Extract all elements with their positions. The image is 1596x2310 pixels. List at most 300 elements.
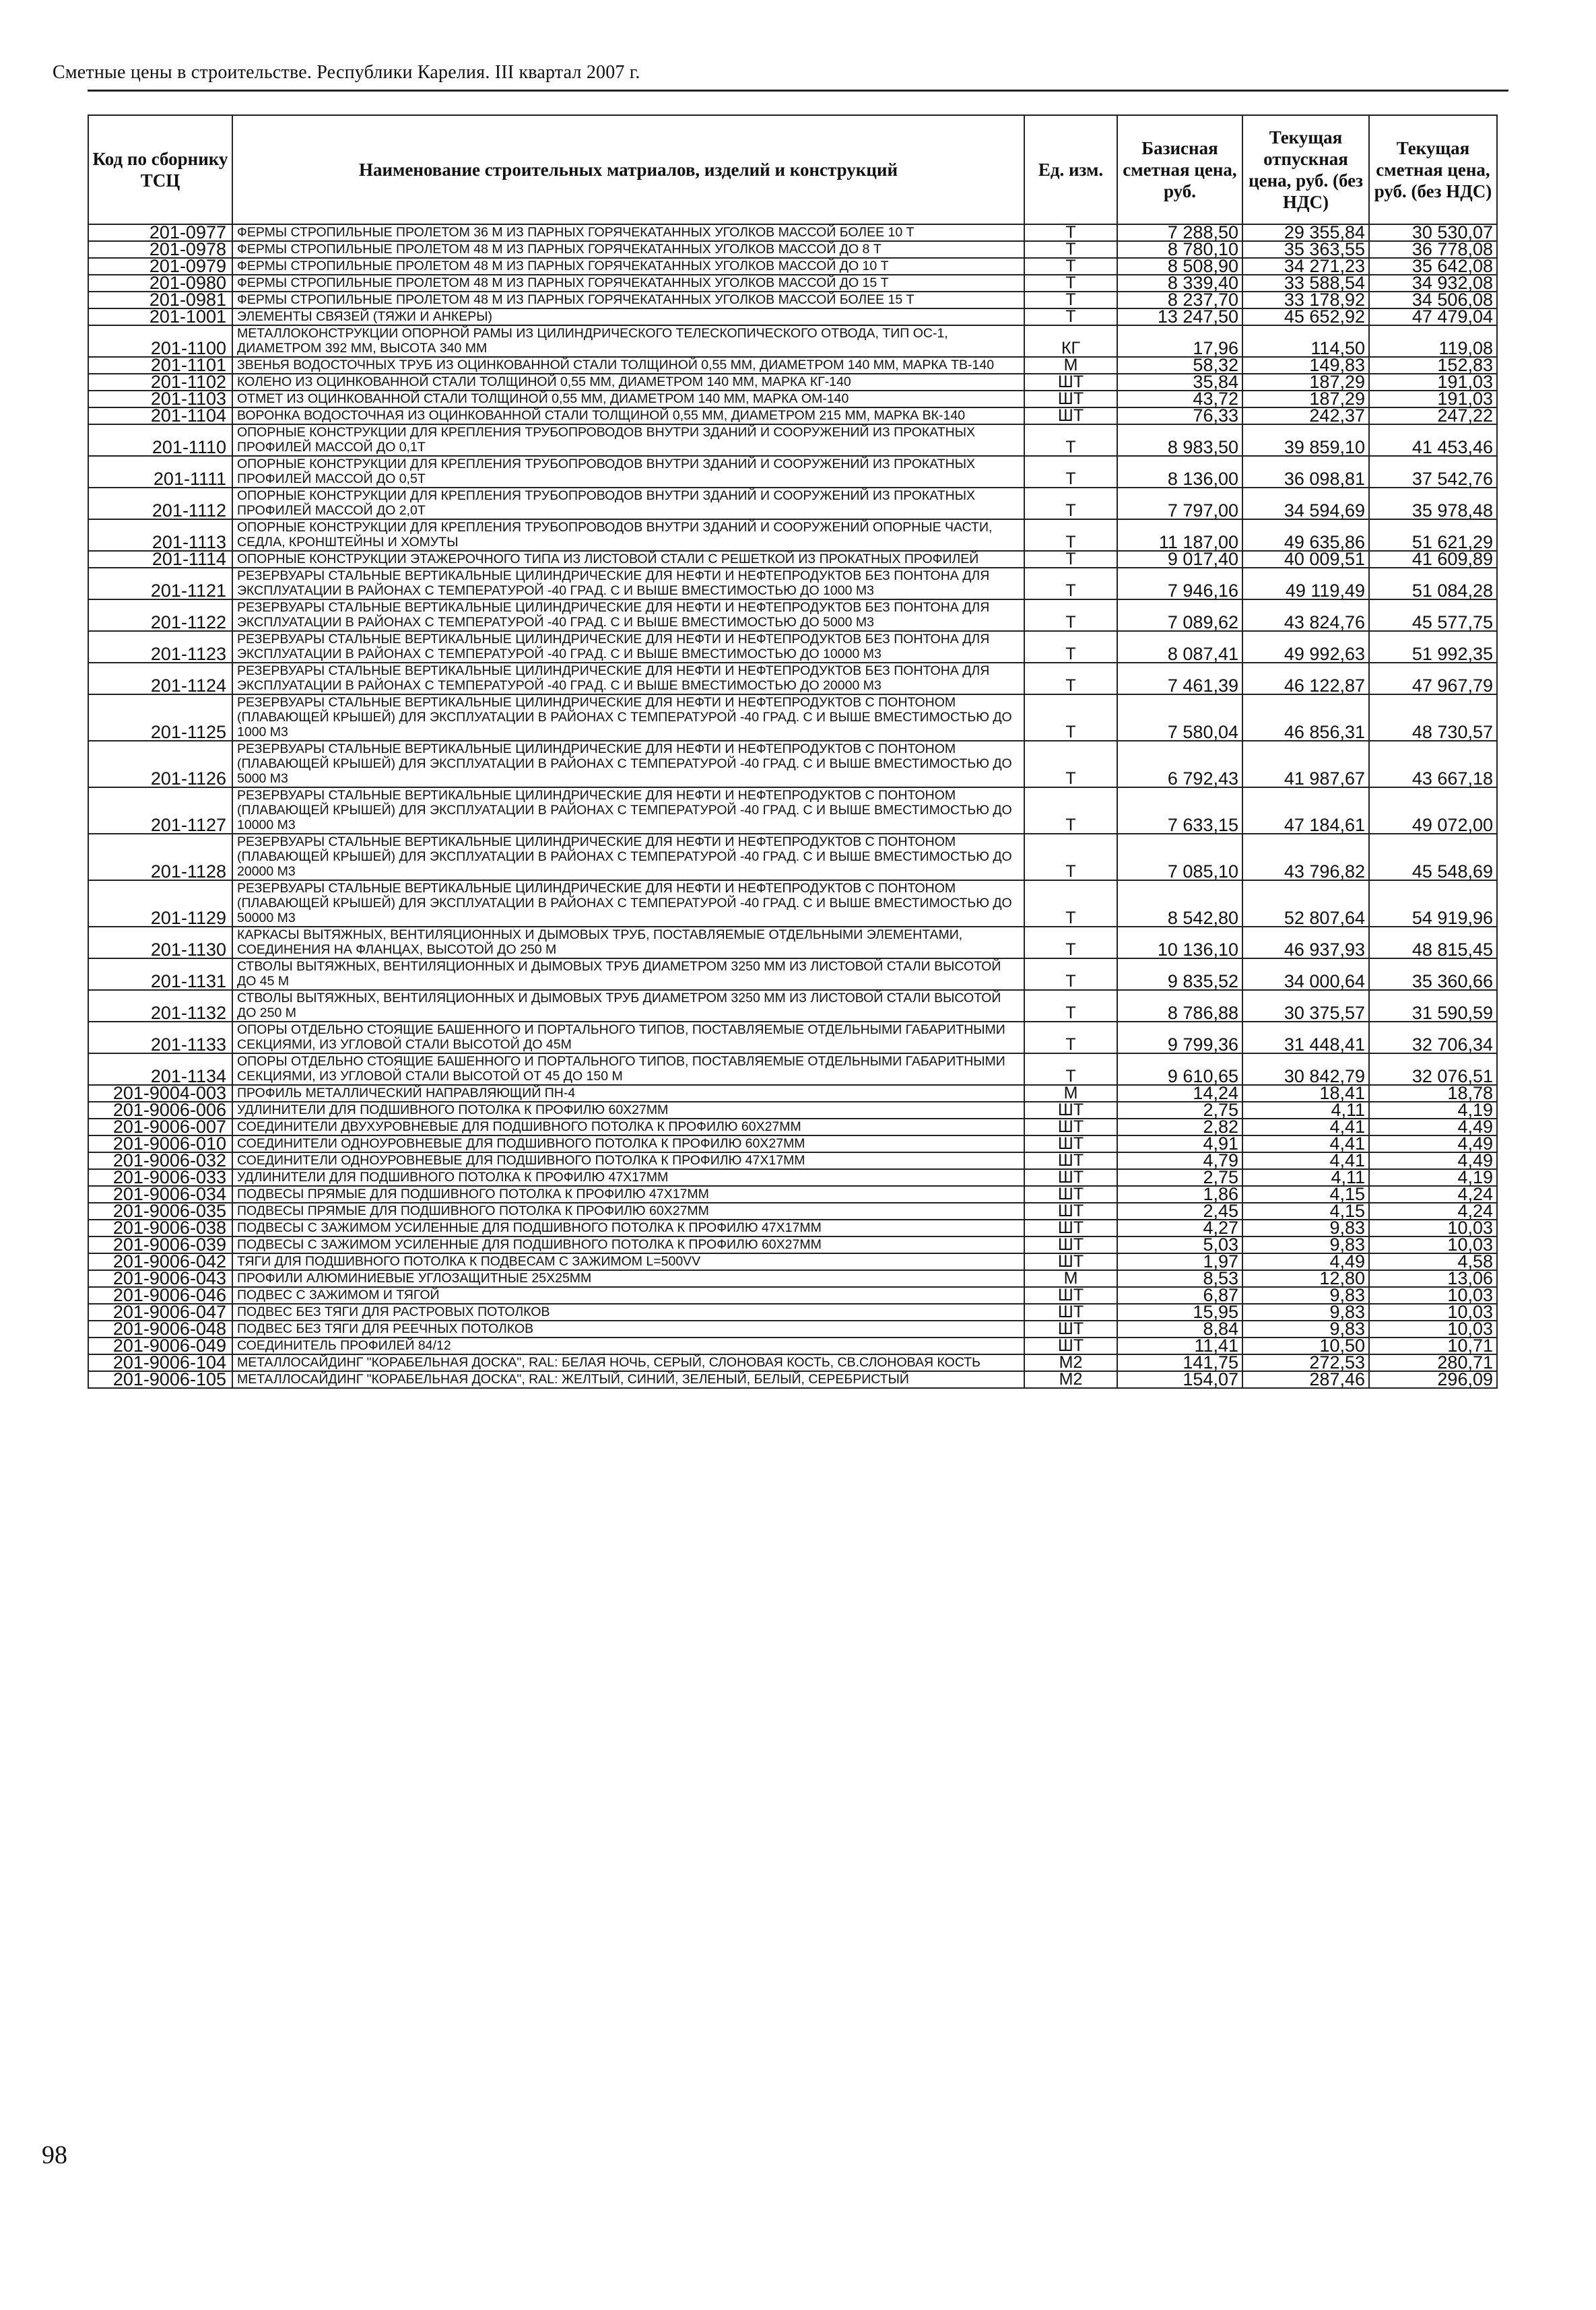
item-unit: ШТ <box>1024 391 1117 407</box>
table-row <box>88 1236 1497 1253</box>
base-price: 7 797,00 <box>1117 488 1242 519</box>
current-price: 10,03 <box>1369 1220 1497 1236</box>
release-price: 34 000,64 <box>1242 958 1369 990</box>
header-divider <box>88 90 1508 92</box>
item-code: 201-9006-042 <box>88 1253 232 1270</box>
item-name: РЕЗЕРВУАРЫ СТАЛЬНЫЕ ВЕРТИКАЛЬНЫЕ ЦИЛИНДРИЧЕСКИЕ ДЛЯ НЕФТИ И НЕФТЕПРОДУКТОВ С ПОНТОНОМ (ПЛАВАЮЩЕЙ КРЫШЕЙ) ДЛЯ ЭКСПЛУАТАЦИИ В РАЙОНАХ С ТЕМПЕРАТУРОЙ -40 ГРАД. С И ВЫШЕ ВМЕСТИМОСТЬЮ ДО 5000 М3 <box>232 741 1024 787</box>
item-code: 201-9006-035 <box>88 1203 232 1220</box>
current-price: 152,83 <box>1369 357 1497 374</box>
item-unit: ШТ <box>1024 1287 1117 1304</box>
item-name: ОТМЕТ ИЗ ОЦИНКОВАННОЙ СТАЛИ ТОЛЩИНОЙ 0,55 ММ, ДИАМЕТРОМ 140 ММ, МАРКА ОМ-140 <box>232 391 1024 407</box>
release-price: 4,49 <box>1242 1253 1369 1270</box>
item-unit: М2 <box>1024 1354 1117 1371</box>
item-code: 201-1122 <box>88 599 232 631</box>
current-price: 43 667,18 <box>1369 741 1497 787</box>
item-unit: ШТ <box>1024 1169 1117 1186</box>
item-name: ОПОРНЫЕ КОНСТРУКЦИИ ДЛЯ КРЕПЛЕНИЯ ТРУБОПРОВОДОВ ВНУТРИ ЗДАНИЙ И СООРУЖЕНИЙ ОПОРНЫЕ ЧАСТИ, СЕДЛА, КРОНШТЕЙНЫ И ХОМУТЫ <box>232 519 1024 551</box>
base-price: 2,75 <box>1117 1102 1242 1119</box>
item-unit: М2 <box>1024 1371 1117 1388</box>
release-price: 34 271,23 <box>1242 258 1369 275</box>
base-price: 2,45 <box>1117 1203 1242 1220</box>
item-name: УДЛИНИТЕЛИ ДЛЯ ПОДШИВНОГО ПОТОЛКА К ПРОФИЛЮ 47Х17ММ <box>232 1169 1024 1186</box>
item-code: 201-1112 <box>88 488 232 519</box>
col-header-name: Наименование строительных матриалов, изделий и конструкций <box>232 115 1024 224</box>
item-code: 201-9006-006 <box>88 1102 232 1119</box>
release-price: 49 992,63 <box>1242 631 1369 663</box>
item-name: ФЕРМЫ СТРОПИЛЬНЫЕ ПРОЛЕТОМ 48 М ИЗ ПАРНЫХ ГОРЯЧЕКАТАННЫХ УГОЛКОВ МАССОЙ ДО 15 Т <box>232 275 1024 292</box>
item-unit: ШТ <box>1024 1152 1117 1169</box>
item-name: ПОДВЕСЫ ПРЯМЫЕ ДЛЯ ПОДШИВНОГО ПОТОЛКА К ПРОФИЛЮ 47Х17ММ <box>232 1186 1024 1203</box>
item-name: ОПОРНЫЕ КОНСТРУКЦИИ ДЛЯ КРЕПЛЕНИЯ ТРУБОПРОВОДОВ ВНУТРИ ЗДАНИЙ И СООРУЖЕНИЙ ИЗ ПРОКАТНЫХ ПРОФИЛЕЙ МАССОЙ ДО 0,1Т <box>232 424 1024 456</box>
release-price: 187,29 <box>1242 374 1369 391</box>
col-header-code: Код по сборнику ТСЦ <box>88 115 232 224</box>
release-price: 9,83 <box>1242 1321 1369 1338</box>
item-name: КАРКАСЫ ВЫТЯЖНЫХ, ВЕНТИЛЯЦИОННЫХ И ДЫМОВЫХ ТРУБ, ПОСТАВЛЯЕМЫЕ ОТДЕЛЬНЫМИ ЭЛЕМЕНТАМИ, СОЕДИНЕНИЯ НА ФЛАНЦАХ, ВЫСОТОЙ ДО 250 М <box>232 927 1024 958</box>
current-price: 4,19 <box>1369 1169 1497 1186</box>
item-unit: Т <box>1024 927 1117 958</box>
item-code: 201-1128 <box>88 834 232 880</box>
release-price: 29 355,84 <box>1242 224 1369 241</box>
base-price: 43,72 <box>1117 391 1242 407</box>
item-code: 201-9006-034 <box>88 1186 232 1203</box>
item-name: ФЕРМЫ СТРОПИЛЬНЫЕ ПРОЛЕТОМ 48 М ИЗ ПАРНЫХ ГОРЯЧЕКАТАННЫХ УГОЛКОВ МАССОЙ ДО 8 Т <box>232 241 1024 258</box>
item-code: 201-9006-049 <box>88 1338 232 1354</box>
item-name: ПОДВЕС С ЗАЖИМОМ И ТЯГОЙ <box>232 1287 1024 1304</box>
item-code: 201-9006-032 <box>88 1152 232 1169</box>
release-price: 287,46 <box>1242 1371 1369 1388</box>
item-name: СТВОЛЫ ВЫТЯЖНЫХ, ВЕНТИЛЯЦИОННЫХ И ДЫМОВЫХ ТРУБ ДИАМЕТРОМ 3250 ММ ИЗ ЛИСТОВОЙ СТАЛИ ВЫСОТОЙ ДО 250 М <box>232 990 1024 1022</box>
item-code: 201-1103 <box>88 391 232 407</box>
item-unit: Т <box>1024 741 1117 787</box>
item-unit: ШТ <box>1024 1102 1117 1119</box>
current-price: 4,49 <box>1369 1135 1497 1152</box>
item-name: ОПОРНЫЕ КОНСТРУКЦИИ ДЛЯ КРЕПЛЕНИЯ ТРУБОПРОВОДОВ ВНУТРИ ЗДАНИЙ И СООРУЖЕНИЙ ИЗ ПРОКАТНЫХ ПРОФИЛЕЙ МАССОЙ ДО 2,0Т <box>232 488 1024 519</box>
base-price: 76,33 <box>1117 407 1242 424</box>
table-row <box>88 1338 1497 1354</box>
table-body <box>88 224 1497 1388</box>
table-row <box>88 1321 1497 1338</box>
release-price: 33 588,54 <box>1242 275 1369 292</box>
release-price: 187,29 <box>1242 391 1369 407</box>
page-number: 98 <box>42 2141 67 2169</box>
table-row <box>88 1287 1497 1304</box>
base-price: 5,03 <box>1117 1236 1242 1253</box>
table-row <box>88 424 1497 456</box>
release-price: 35 363,55 <box>1242 241 1369 258</box>
base-price: 7 288,50 <box>1117 224 1242 241</box>
release-price: 9,83 <box>1242 1304 1369 1321</box>
base-price: 7 580,04 <box>1117 694 1242 741</box>
item-code: 201-1133 <box>88 1022 232 1053</box>
release-price: 34 594,69 <box>1242 488 1369 519</box>
table-row <box>88 1186 1497 1203</box>
item-code: 201-9006-046 <box>88 1287 232 1304</box>
table-row <box>88 1220 1497 1236</box>
item-name: УДЛИНИТЕЛИ ДЛЯ ПОДШИВНОГО ПОТОЛКА К ПРОФИЛЮ 60Х27ММ <box>232 1102 1024 1119</box>
item-code: 201-1121 <box>88 568 232 599</box>
table-row <box>88 1354 1497 1371</box>
base-price: 9 610,65 <box>1117 1053 1242 1085</box>
base-price: 1,97 <box>1117 1253 1242 1270</box>
item-name: РЕЗЕРВУАРЫ СТАЛЬНЫЕ ВЕРТИКАЛЬНЫЕ ЦИЛИНДРИЧЕСКИЕ ДЛЯ НЕФТИ И НЕФТЕПРОДУКТОВ С ПОНТОНОМ (ПЛАВАЮЩЕЙ КРЫШЕЙ) ДЛЯ ЭКСПЛУАТАЦИИ В РАЙОНАХ С ТЕМПЕРАТУРОЙ -40 ГРАД. С И ВЫШЕ ВМЕСТИМОСТЬЮ ДО 10000 М3 <box>232 787 1024 834</box>
current-price: 10,03 <box>1369 1287 1497 1304</box>
item-name: МЕТАЛЛОСАЙДИНГ "КОРАБЕЛЬНАЯ ДОСКА", RAL: ЖЕЛТЫЙ, СИНИЙ, ЗЕЛЕНЫЙ, БЕЛЫЙ, СЕРЕБРИСТЫЙ <box>232 1371 1024 1388</box>
base-price: 8 983,50 <box>1117 424 1242 456</box>
table-row <box>88 694 1497 741</box>
item-name: КОЛЕНО ИЗ ОЦИНКОВАННОЙ СТАЛИ ТОЛЩИНОЙ 0,55 ММ, ДИАМЕТРОМ 140 ММ, МАРКА КГ-140 <box>232 374 1024 391</box>
current-price: 4,24 <box>1369 1203 1497 1220</box>
item-unit: М <box>1024 1085 1117 1102</box>
item-code: 201-0980 <box>88 275 232 292</box>
current-price: 34 932,08 <box>1369 275 1497 292</box>
release-price: 9,83 <box>1242 1220 1369 1236</box>
item-name: РЕЗЕРВУАРЫ СТАЛЬНЫЕ ВЕРТИКАЛЬНЫЕ ЦИЛИНДРИЧЕСКИЕ ДЛЯ НЕФТИ И НЕФТЕПРОДУКТОВ БЕЗ ПОНТОНА ДЛЯ ЭКСПЛУАТАЦИИ В РАЙОНАХ С ТЕМПЕРАТУРОЙ -40 ГРАД. С И ВЫШЕ ВМЕСТИМОСТЬЮ ДО 5000 М3 <box>232 599 1024 631</box>
base-price: 7 085,10 <box>1117 834 1242 880</box>
release-price: 9,83 <box>1242 1236 1369 1253</box>
current-price: 4,24 <box>1369 1186 1497 1203</box>
item-unit: Т <box>1024 631 1117 663</box>
item-code: 201-9006-038 <box>88 1220 232 1236</box>
item-code: 201-1127 <box>88 787 232 834</box>
item-unit: ШТ <box>1024 374 1117 391</box>
item-name: ПОДВЕС БЕЗ ТЯГИ ДЛЯ РЕЕЧНЫХ ПОТОЛКОВ <box>232 1321 1024 1338</box>
current-price: 30 530,07 <box>1369 224 1497 241</box>
item-code: 201-9006-007 <box>88 1119 232 1135</box>
item-code: 201-1126 <box>88 741 232 787</box>
table-row <box>88 551 1497 568</box>
item-code: 201-1101 <box>88 357 232 374</box>
base-price: 6 792,43 <box>1117 741 1242 787</box>
item-unit: ШТ <box>1024 1220 1117 1236</box>
table-row <box>88 374 1497 391</box>
current-price: 10,03 <box>1369 1236 1497 1253</box>
col-header-base-price: Базисная сметная цена, руб. <box>1117 115 1242 224</box>
item-code: 201-9006-047 <box>88 1304 232 1321</box>
item-unit: ШТ <box>1024 1135 1117 1152</box>
item-name: МЕТАЛЛОКОНСТРУКЦИИ ОПОРНОЙ РАМЫ ИЗ ЦИЛИНДРИЧЕСКОГО ТЕЛЕСКОПИЧЕСКОГО ОТВОДА, ТИП ОС-1, ДИАМЕТРОМ 392 ММ, ВЫСОТА 340 ММ <box>232 325 1024 357</box>
item-name: ФЕРМЫ СТРОПИЛЬНЫЕ ПРОЛЕТОМ 36 М ИЗ ПАРНЫХ ГОРЯЧЕКАТАННЫХ УГОЛКОВ МАССОЙ БОЛЕЕ 10 Т <box>232 224 1024 241</box>
item-code: 201-1113 <box>88 519 232 551</box>
base-price: 8,84 <box>1117 1321 1242 1338</box>
item-name: РЕЗЕРВУАРЫ СТАЛЬНЫЕ ВЕРТИКАЛЬНЫЕ ЦИЛИНДРИЧЕСКИЕ ДЛЯ НЕФТИ И НЕФТЕПРОДУКТОВ С ПОНТОНОМ (ПЛАВАЮЩЕЙ КРЫШЕЙ) ДЛЯ ЭКСПЛУАТАЦИИ В РАЙОНАХ С ТЕМПЕРАТУРОЙ -40 ГРАД. С И ВЫШЕ ВМЕСТИМОСТЬЮ ДО 1000 М3 <box>232 694 1024 741</box>
item-code: 201-9006-010 <box>88 1135 232 1152</box>
item-unit: ШТ <box>1024 1321 1117 1338</box>
item-code: 201-0978 <box>88 241 232 258</box>
base-price: 8 780,10 <box>1117 241 1242 258</box>
item-code: 201-9006-104 <box>88 1354 232 1371</box>
release-price: 4,41 <box>1242 1119 1369 1135</box>
current-price: 47 967,79 <box>1369 663 1497 694</box>
item-name: ПОДВЕСЫ С ЗАЖИМОМ УСИЛЕННЫЕ ДЛЯ ПОДШИВНОГО ПОТОЛКА К ПРОФИЛЮ 47Х17ММ <box>232 1220 1024 1236</box>
release-price: 47 184,61 <box>1242 787 1369 834</box>
current-price: 51 621,29 <box>1369 519 1497 551</box>
base-price: 6,87 <box>1117 1287 1242 1304</box>
item-name: СОЕДИНИТЕЛИ ОДНОУРОВНЕВЫЕ ДЛЯ ПОДШИВНОГО ПОТОЛКА К ПРОФИЛЮ 60Х27ММ <box>232 1135 1024 1152</box>
current-price: 48 730,57 <box>1369 694 1497 741</box>
price-table-container <box>88 114 1496 1389</box>
item-unit: ШТ <box>1024 1253 1117 1270</box>
item-unit: КГ <box>1024 325 1117 357</box>
base-price: 1,86 <box>1117 1186 1242 1203</box>
table-row <box>88 1102 1497 1119</box>
current-price: 47 479,04 <box>1369 308 1497 325</box>
item-unit: Т <box>1024 551 1117 568</box>
item-unit: Т <box>1024 1022 1117 1053</box>
table-row <box>88 1135 1497 1152</box>
current-price: 36 778,08 <box>1369 241 1497 258</box>
item-code: 201-1130 <box>88 927 232 958</box>
table-row <box>88 1371 1497 1388</box>
table-row <box>88 1053 1497 1085</box>
release-price: 12,80 <box>1242 1270 1369 1287</box>
release-price: 18,41 <box>1242 1085 1369 1102</box>
item-code: 201-1124 <box>88 663 232 694</box>
base-price: 2,75 <box>1117 1169 1242 1186</box>
current-price: 31 590,59 <box>1369 990 1497 1022</box>
item-unit: Т <box>1024 488 1117 519</box>
item-code: 201-9006-048 <box>88 1321 232 1338</box>
base-price: 13 247,50 <box>1117 308 1242 325</box>
current-price: 10,03 <box>1369 1321 1497 1338</box>
item-unit: Т <box>1024 1053 1117 1085</box>
item-name: МЕТАЛЛОСАЙДИНГ "КОРАБЕЛЬНАЯ ДОСКА", RAL: БЕЛАЯ НОЧЬ, СЕРЫЙ, СЛОНОВАЯ КОСТЬ, СВ.СЛОНОВАЯ КОСТЬ <box>232 1354 1024 1371</box>
item-unit: Т <box>1024 308 1117 325</box>
base-price: 9 799,36 <box>1117 1022 1242 1053</box>
current-price: 4,49 <box>1369 1119 1497 1135</box>
base-price: 7 089,62 <box>1117 599 1242 631</box>
release-price: 46 937,93 <box>1242 927 1369 958</box>
current-price: 45 577,75 <box>1369 599 1497 631</box>
current-price: 296,09 <box>1369 1371 1497 1388</box>
release-price: 43 824,76 <box>1242 599 1369 631</box>
base-price: 4,27 <box>1117 1220 1242 1236</box>
item-unit: Т <box>1024 424 1117 456</box>
current-price: 34 506,08 <box>1369 292 1497 308</box>
base-price: 35,84 <box>1117 374 1242 391</box>
current-price: 119,08 <box>1369 325 1497 357</box>
release-price: 41 987,67 <box>1242 741 1369 787</box>
item-unit: Т <box>1024 275 1117 292</box>
item-code: 201-1125 <box>88 694 232 741</box>
col-header-current-price: Текущая сметная цена, руб. (без НДС) <box>1369 115 1497 224</box>
current-price: 247,22 <box>1369 407 1497 424</box>
item-unit: Т <box>1024 990 1117 1022</box>
base-price: 9 017,40 <box>1117 551 1242 568</box>
item-name: СТВОЛЫ ВЫТЯЖНЫХ, ВЕНТИЛЯЦИОННЫХ И ДЫМОВЫХ ТРУБ ДИАМЕТРОМ 3250 ММ ИЗ ЛИСТОВОЙ СТАЛИ ВЫСОТОЙ ДО 45 М <box>232 958 1024 990</box>
item-name: ПОДВЕС БЕЗ ТЯГИ ДЛЯ РАСТРОВЫХ ПОТОЛКОВ <box>232 1304 1024 1321</box>
current-price: 32 076,51 <box>1369 1053 1497 1085</box>
base-price: 2,82 <box>1117 1119 1242 1135</box>
price-table <box>88 114 1498 1389</box>
release-price: 39 859,10 <box>1242 424 1369 456</box>
release-price: 4,11 <box>1242 1102 1369 1119</box>
item-unit: Т <box>1024 834 1117 880</box>
item-code: 201-1001 <box>88 308 232 325</box>
table-row <box>88 834 1497 880</box>
current-price: 48 815,45 <box>1369 927 1497 958</box>
current-price: 35 642,08 <box>1369 258 1497 275</box>
base-price: 4,91 <box>1117 1135 1242 1152</box>
item-unit: Т <box>1024 258 1117 275</box>
table-row <box>88 1169 1497 1186</box>
release-price: 149,83 <box>1242 357 1369 374</box>
release-price: 31 448,41 <box>1242 1022 1369 1053</box>
item-code: 201-1114 <box>88 551 232 568</box>
item-code: 201-9006-039 <box>88 1236 232 1253</box>
release-price: 10,50 <box>1242 1338 1369 1354</box>
table-row <box>88 1085 1497 1102</box>
item-unit: Т <box>1024 958 1117 990</box>
item-name: РЕЗЕРВУАРЫ СТАЛЬНЫЕ ВЕРТИКАЛЬНЫЕ ЦИЛИНДРИЧЕСКИЕ ДЛЯ НЕФТИ И НЕФТЕПРОДУКТОВ БЕЗ ПОНТОНА ДЛЯ ЭКСПЛУАТАЦИИ В РАЙОНАХ С ТЕМПЕРАТУРОЙ -40 ГРАД. С И ВЫШЕ ВМЕСТИМОСТЬЮ ДО 20000 М3 <box>232 663 1024 694</box>
item-code: 201-9006-033 <box>88 1169 232 1186</box>
release-price: 4,15 <box>1242 1186 1369 1203</box>
col-header-release-price: Текущая отпускная цена, руб. (без НДС) <box>1242 115 1369 224</box>
base-price: 154,07 <box>1117 1371 1242 1388</box>
item-name: ФЕРМЫ СТРОПИЛЬНЫЕ ПРОЛЕТОМ 48 М ИЗ ПАРНЫХ ГОРЯЧЕКАТАННЫХ УГОЛКОВ МАССОЙ ДО 10 Т <box>232 258 1024 275</box>
current-price: 4,58 <box>1369 1253 1497 1270</box>
table-row <box>88 663 1497 694</box>
table-row <box>88 958 1497 990</box>
item-code: 201-1132 <box>88 990 232 1022</box>
release-price: 114,50 <box>1242 325 1369 357</box>
table-row <box>88 308 1497 325</box>
base-price: 8 136,00 <box>1117 456 1242 488</box>
item-name: ПОДВЕСЫ ПРЯМЫЕ ДЛЯ ПОДШИВНОГО ПОТОЛКА К ПРОФИЛЮ 60Х27ММ <box>232 1203 1024 1220</box>
item-unit: ШТ <box>1024 1119 1117 1135</box>
base-price: 11,41 <box>1117 1338 1242 1354</box>
current-price: 45 548,69 <box>1369 834 1497 880</box>
current-price: 10,71 <box>1369 1338 1497 1354</box>
item-unit: Т <box>1024 292 1117 308</box>
table-row <box>88 357 1497 374</box>
base-price: 8 237,70 <box>1117 292 1242 308</box>
base-price: 8 786,88 <box>1117 990 1242 1022</box>
release-price: 242,37 <box>1242 407 1369 424</box>
item-name: СОЕДИНИТЕЛИ ДВУХУРОВНЕВЫЕ ДЛЯ ПОДШИВНОГО ПОТОЛКА К ПРОФИЛЮ 60Х27ММ <box>232 1119 1024 1135</box>
item-unit: ШТ <box>1024 1304 1117 1321</box>
item-unit: Т <box>1024 663 1117 694</box>
table-row <box>88 927 1497 958</box>
release-price: 52 807,64 <box>1242 880 1369 927</box>
table-row <box>88 488 1497 519</box>
release-price: 40 009,51 <box>1242 551 1369 568</box>
item-code: 201-1123 <box>88 631 232 663</box>
current-price: 191,03 <box>1369 374 1497 391</box>
release-price: 4,41 <box>1242 1152 1369 1169</box>
current-price: 37 542,76 <box>1369 456 1497 488</box>
item-code: 201-1100 <box>88 325 232 357</box>
item-unit: Т <box>1024 568 1117 599</box>
table-row <box>88 1152 1497 1169</box>
item-name: РЕЗЕРВУАРЫ СТАЛЬНЫЕ ВЕРТИКАЛЬНЫЕ ЦИЛИНДРИЧЕСКИЕ ДЛЯ НЕФТИ И НЕФТЕПРОДУКТОВ С ПОНТОНОМ (ПЛАВАЮЩЕЙ КРЫШЕЙ) ДЛЯ ЭКСПЛУАТАЦИИ В РАЙОНАХ С ТЕМПЕРАТУРОЙ -40 ГРАД. С И ВЫШЕ ВМЕСТИМОСТЬЮ ДО 50000 М3 <box>232 880 1024 927</box>
item-name: ПРОФИЛЬ МЕТАЛЛИЧЕСКИЙ НАПРАВЛЯЮЩИЙ ПН-4 <box>232 1085 1024 1102</box>
release-price: 49 635,86 <box>1242 519 1369 551</box>
table-row <box>88 880 1497 927</box>
item-unit: М <box>1024 357 1117 374</box>
item-unit: Т <box>1024 241 1117 258</box>
item-unit: ШТ <box>1024 1338 1117 1354</box>
release-price: 30 842,79 <box>1242 1053 1369 1085</box>
item-code: 201-1131 <box>88 958 232 990</box>
base-price: 8 087,41 <box>1117 631 1242 663</box>
release-price: 4,15 <box>1242 1203 1369 1220</box>
item-unit: Т <box>1024 519 1117 551</box>
base-price: 15,95 <box>1117 1304 1242 1321</box>
table-row <box>88 391 1497 407</box>
item-code: 201-9004-003 <box>88 1085 232 1102</box>
release-price: 45 652,92 <box>1242 308 1369 325</box>
item-name: ВОРОНКА ВОДОСТОЧНАЯ ИЗ ОЦИНКОВАННОЙ СТАЛИ ТОЛЩИНОЙ 0,55 ММ, ДИАМЕТРОМ 215 ММ, МАРКА ВК-140 <box>232 407 1024 424</box>
item-code: 201-0981 <box>88 292 232 308</box>
current-price: 35 978,48 <box>1369 488 1497 519</box>
current-price: 10,03 <box>1369 1304 1497 1321</box>
release-price: 272,53 <box>1242 1354 1369 1371</box>
item-unit: Т <box>1024 599 1117 631</box>
item-code: 201-1134 <box>88 1053 232 1085</box>
base-price: 141,75 <box>1117 1354 1242 1371</box>
item-unit: Т <box>1024 456 1117 488</box>
item-unit: Т <box>1024 880 1117 927</box>
item-name: СОЕДИНИТЕЛИ ОДНОУРОВНЕВЫЕ ДЛЯ ПОДШИВНОГО ПОТОЛКА К ПРОФИЛЮ 47Х17ММ <box>232 1152 1024 1169</box>
table-row <box>88 456 1497 488</box>
table-row <box>88 568 1497 599</box>
base-price: 8 508,90 <box>1117 258 1242 275</box>
col-header-unit: Ед. изм. <box>1024 115 1117 224</box>
base-price: 7 946,16 <box>1117 568 1242 599</box>
item-unit: ШТ <box>1024 1186 1117 1203</box>
item-code: 201-1111 <box>88 456 232 488</box>
current-price: 4,19 <box>1369 1102 1497 1119</box>
table-row <box>88 787 1497 834</box>
item-name: РЕЗЕРВУАРЫ СТАЛЬНЫЕ ВЕРТИКАЛЬНЫЕ ЦИЛИНДРИЧЕСКИЕ ДЛЯ НЕФТИ И НЕФТЕПРОДУКТОВ БЕЗ ПОНТОНА ДЛЯ ЭКСПЛУАТАЦИИ В РАЙОНАХ С ТЕМПЕРАТУРОЙ -40 ГРАД. С И ВЫШЕ ВМЕСТИМОСТЬЮ ДО 1000 М3 <box>232 568 1024 599</box>
table-row <box>88 990 1497 1022</box>
release-price: 9,83 <box>1242 1287 1369 1304</box>
base-price: 8 542,80 <box>1117 880 1242 927</box>
item-unit: Т <box>1024 694 1117 741</box>
item-unit: ШТ <box>1024 1203 1117 1220</box>
release-price: 46 122,87 <box>1242 663 1369 694</box>
current-price: 32 706,34 <box>1369 1022 1497 1053</box>
item-code: 201-1102 <box>88 374 232 391</box>
release-price: 43 796,82 <box>1242 834 1369 880</box>
base-price: 14,24 <box>1117 1085 1242 1102</box>
item-name: ЗВЕНЬЯ ВОДОСТОЧНЫХ ТРУБ ИЗ ОЦИНКОВАННОЙ СТАЛИ ТОЛЩИНОЙ 0,55 ММ, ДИАМЕТРОМ 140 ММ, МАРКА ТВ-140 <box>232 357 1024 374</box>
current-price: 41 609,89 <box>1369 551 1497 568</box>
item-code: 201-9006-105 <box>88 1371 232 1388</box>
current-price: 51 084,28 <box>1369 568 1497 599</box>
item-name: РЕЗЕРВУАРЫ СТАЛЬНЫЕ ВЕРТИКАЛЬНЫЕ ЦИЛИНДРИЧЕСКИЕ ДЛЯ НЕФТИ И НЕФТЕПРОДУКТОВ С ПОНТОНОМ (ПЛАВАЮЩЕЙ КРЫШЕЙ) ДЛЯ ЭКСПЛУАТАЦИИ В РАЙОНАХ С ТЕМПЕРАТУРОЙ -40 ГРАД. С И ВЫШЕ ВМЕСТИМОСТЬЮ ДО 20000 М3 <box>232 834 1024 880</box>
base-price: 8 339,40 <box>1117 275 1242 292</box>
base-price: 4,79 <box>1117 1152 1242 1169</box>
item-code: 201-9006-043 <box>88 1270 232 1287</box>
item-name: ТЯГИ ДЛЯ ПОДШИВНОГО ПОТОЛКА К ПОДВЕСАМ С ЗАЖИМОМ L=500VV <box>232 1253 1024 1270</box>
release-price: 49 119,49 <box>1242 568 1369 599</box>
release-price: 46 856,31 <box>1242 694 1369 741</box>
current-price: 280,71 <box>1369 1354 1497 1371</box>
table-row <box>88 631 1497 663</box>
table-row <box>88 599 1497 631</box>
item-code: 201-1110 <box>88 424 232 456</box>
item-name: ПОДВЕСЫ С ЗАЖИМОМ УСИЛЕННЫЕ ДЛЯ ПОДШИВНОГО ПОТОЛКА К ПРОФИЛЮ 60Х27ММ <box>232 1236 1024 1253</box>
table-row <box>88 325 1497 357</box>
current-price: 41 453,46 <box>1369 424 1497 456</box>
item-code: 201-0977 <box>88 224 232 241</box>
item-unit: ШТ <box>1024 1236 1117 1253</box>
item-unit: ШТ <box>1024 407 1117 424</box>
current-price: 35 360,66 <box>1369 958 1497 990</box>
item-name: СОЕДИНИТЕЛЬ ПРОФИЛЕЙ 84/12 <box>232 1338 1024 1354</box>
base-price: 9 835,52 <box>1117 958 1242 990</box>
